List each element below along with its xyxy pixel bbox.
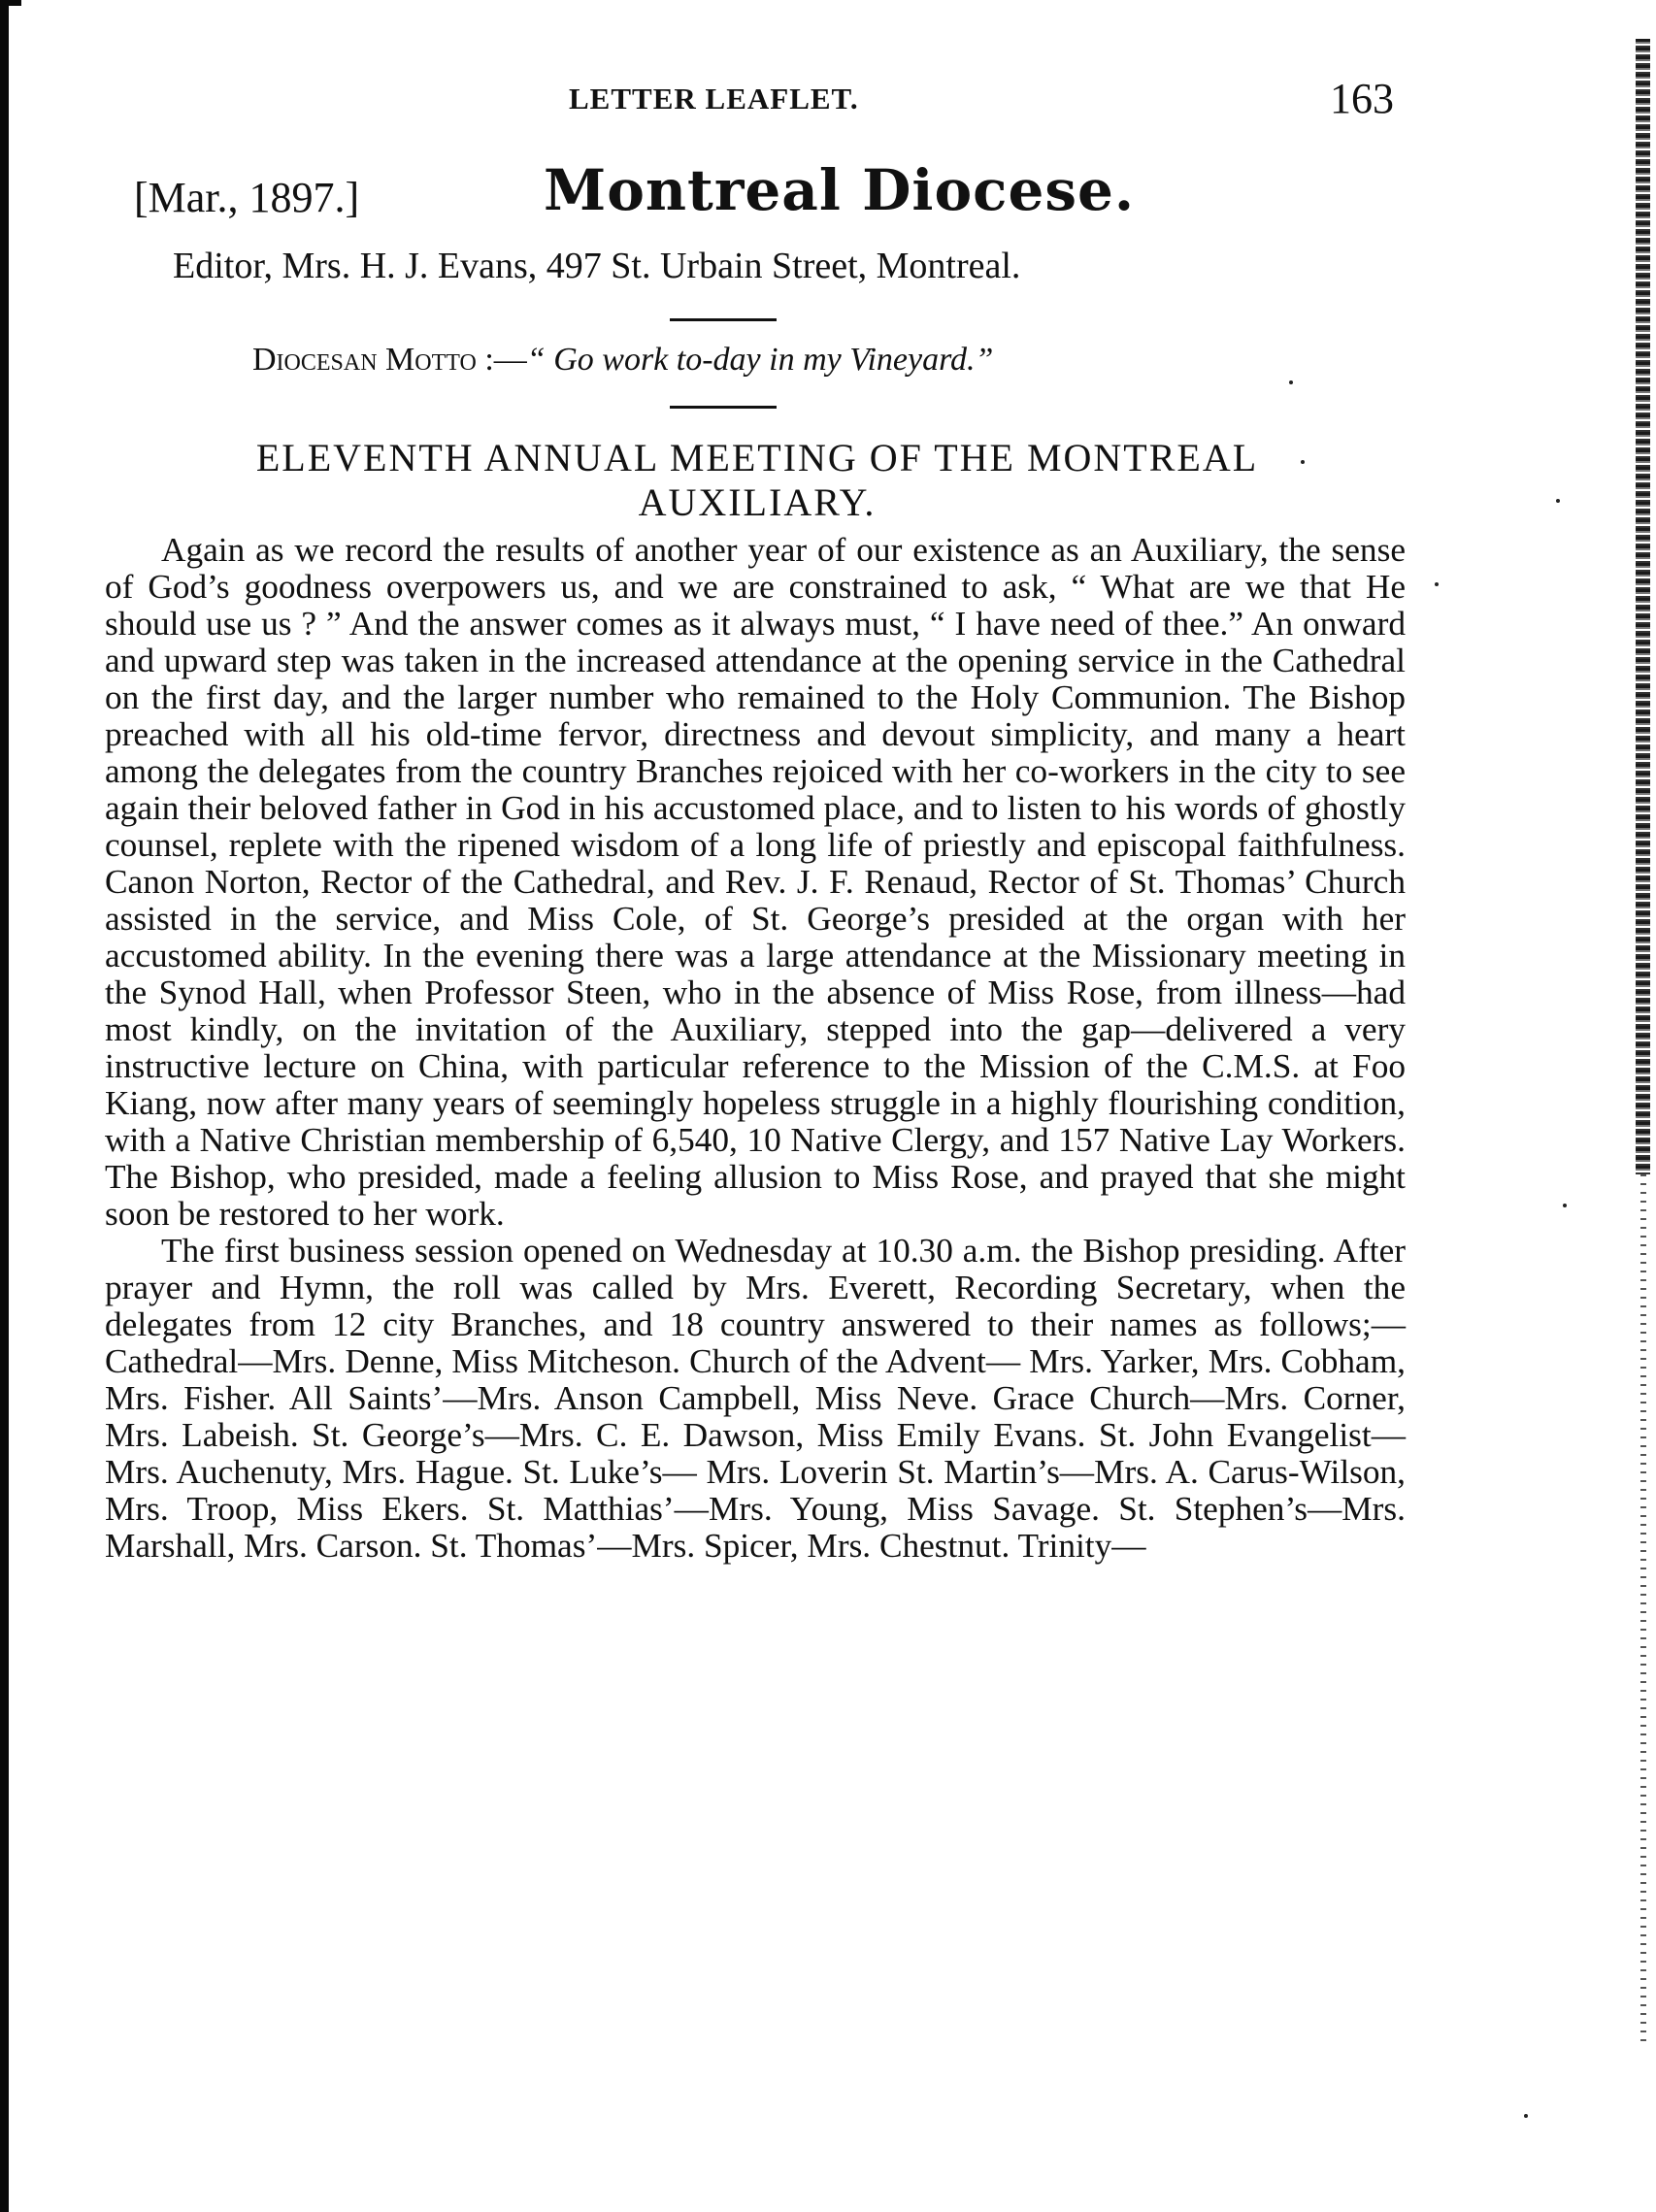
- editor-line: Editor, Mrs. H. J. Evans, 497 St. Urbain Street, Montreal.: [173, 246, 1021, 286]
- scan-right-edge: [1636, 39, 1650, 1174]
- issue-date: [Mar., 1897.]: [134, 174, 360, 221]
- diocesan-motto: [252, 342, 993, 379]
- motto-text: “ Go work to-day in my Vineyard.”: [526, 342, 994, 378]
- divider-rule: [670, 318, 777, 321]
- scan-speck: [1524, 2114, 1528, 2118]
- running-head: LETTER LEAFLET.: [569, 82, 859, 116]
- diocese-title: Montreal Diocese.: [544, 157, 1136, 223]
- article-body: [105, 532, 1406, 1565]
- article-heading-continued: AUXILIARY.: [638, 480, 877, 524]
- scan-corner-mark: [0, 0, 21, 6]
- scan-speck: [1563, 1204, 1567, 1207]
- divider-rule: [670, 406, 777, 409]
- page-number: 163: [1330, 75, 1394, 122]
- motto-label: Diocesan Motto :—: [252, 342, 527, 378]
- article-heading: ELEVENTH ANNUAL MEETING OF THE MONTREAL: [255, 436, 1259, 479]
- scan-speck: [1289, 380, 1293, 384]
- scan-left-border: [0, 0, 9, 2212]
- paragraph: Again as we record the results of another year of our existence as an Auxiliary, the sense of God’s goodness overpowers us, and we are constrained to ask, “ What are we that He should use us ? ” And the answer comes as it always must, “ I have need of thee.” An onward and upward step was taken in the increased attendance at the opening service in the Cathedral on the first day, and the larger number who remained to the Holy Communion. The Bishop preached with all his old-time fervor, directness and devout simplicity, and many a heart among the delegates from the country Branches rejoiced with her co-workers in the city to see again their beloved father in God in his accustomed place, and to listen to his words of ghostly counsel, replete with the ripened wisdom of a long life of priestly and episcopal faithfulness. Canon Norton, Rector of the Cathedral, and Rev. J. F. Renaud, Rector of St. Thomas’ Church assisted in the service, and Miss Cole, of St. George’s presided at the organ with her accustomed ability. In the evening there was a large attendance at the Missionary meeting in the Synod Hall, when Professor Steen, who in the absence of Miss Rose, from illness—had most kindly, on the invitation of the Auxiliary, stepped into the gap—delivered a very instructive lecture on China, with particular reference to the Mission of the C.M.S. at Foo Kiang, now after many years of seemingly hopeless struggle in a highly flourishing condition, with a Native Christian membership of 6,540, 10 Native Clergy, and 157 Native Lay Workers. The Bishop, who presided, made a feeling allusion to Miss Rose, and prayed that she might soon be restored to her work.: [105, 531, 1406, 1233]
- paragraph: The first business session opened on Wednesday at 10.30 a.m. the Bishop presiding. After prayer and Hymn, the roll was called by Mrs. Everett, Recording Secretary, when the delegates from 12 city Branches, and 18 country answered to their names as follows;— Cathedral—Mrs. Denne, Miss Mitcheson. Church of the Advent— Mrs. Yarker, Mrs. Cobham, Mrs. Fisher. All Saints’—Mrs. Anson Campbell, Miss Neve. Grace Church—Mrs. Corner, Mrs. Labeish. St. George’s—Mrs. C. E. Dawson, Miss Emily Evans. St. John Evangelist—Mrs. Auchenuty, Mrs. Hague. St. Luke’s— Mrs. Loverin St. Martin’s—Mrs. A. Carus-Wilson, Mrs. Troop, Miss Ekers. St. Matthias’—Mrs. Young, Miss Savage. St. Stephen’s—Mrs. Marshall, Mrs. Carson. St. Thomas’—Mrs. Spicer, Mrs. Chestnut. Trinity—: [105, 1232, 1406, 1565]
- scan-right-edge-lower: [1640, 1174, 1646, 2048]
- scan-speck: [1556, 499, 1560, 503]
- scan-speck: [1435, 582, 1439, 586]
